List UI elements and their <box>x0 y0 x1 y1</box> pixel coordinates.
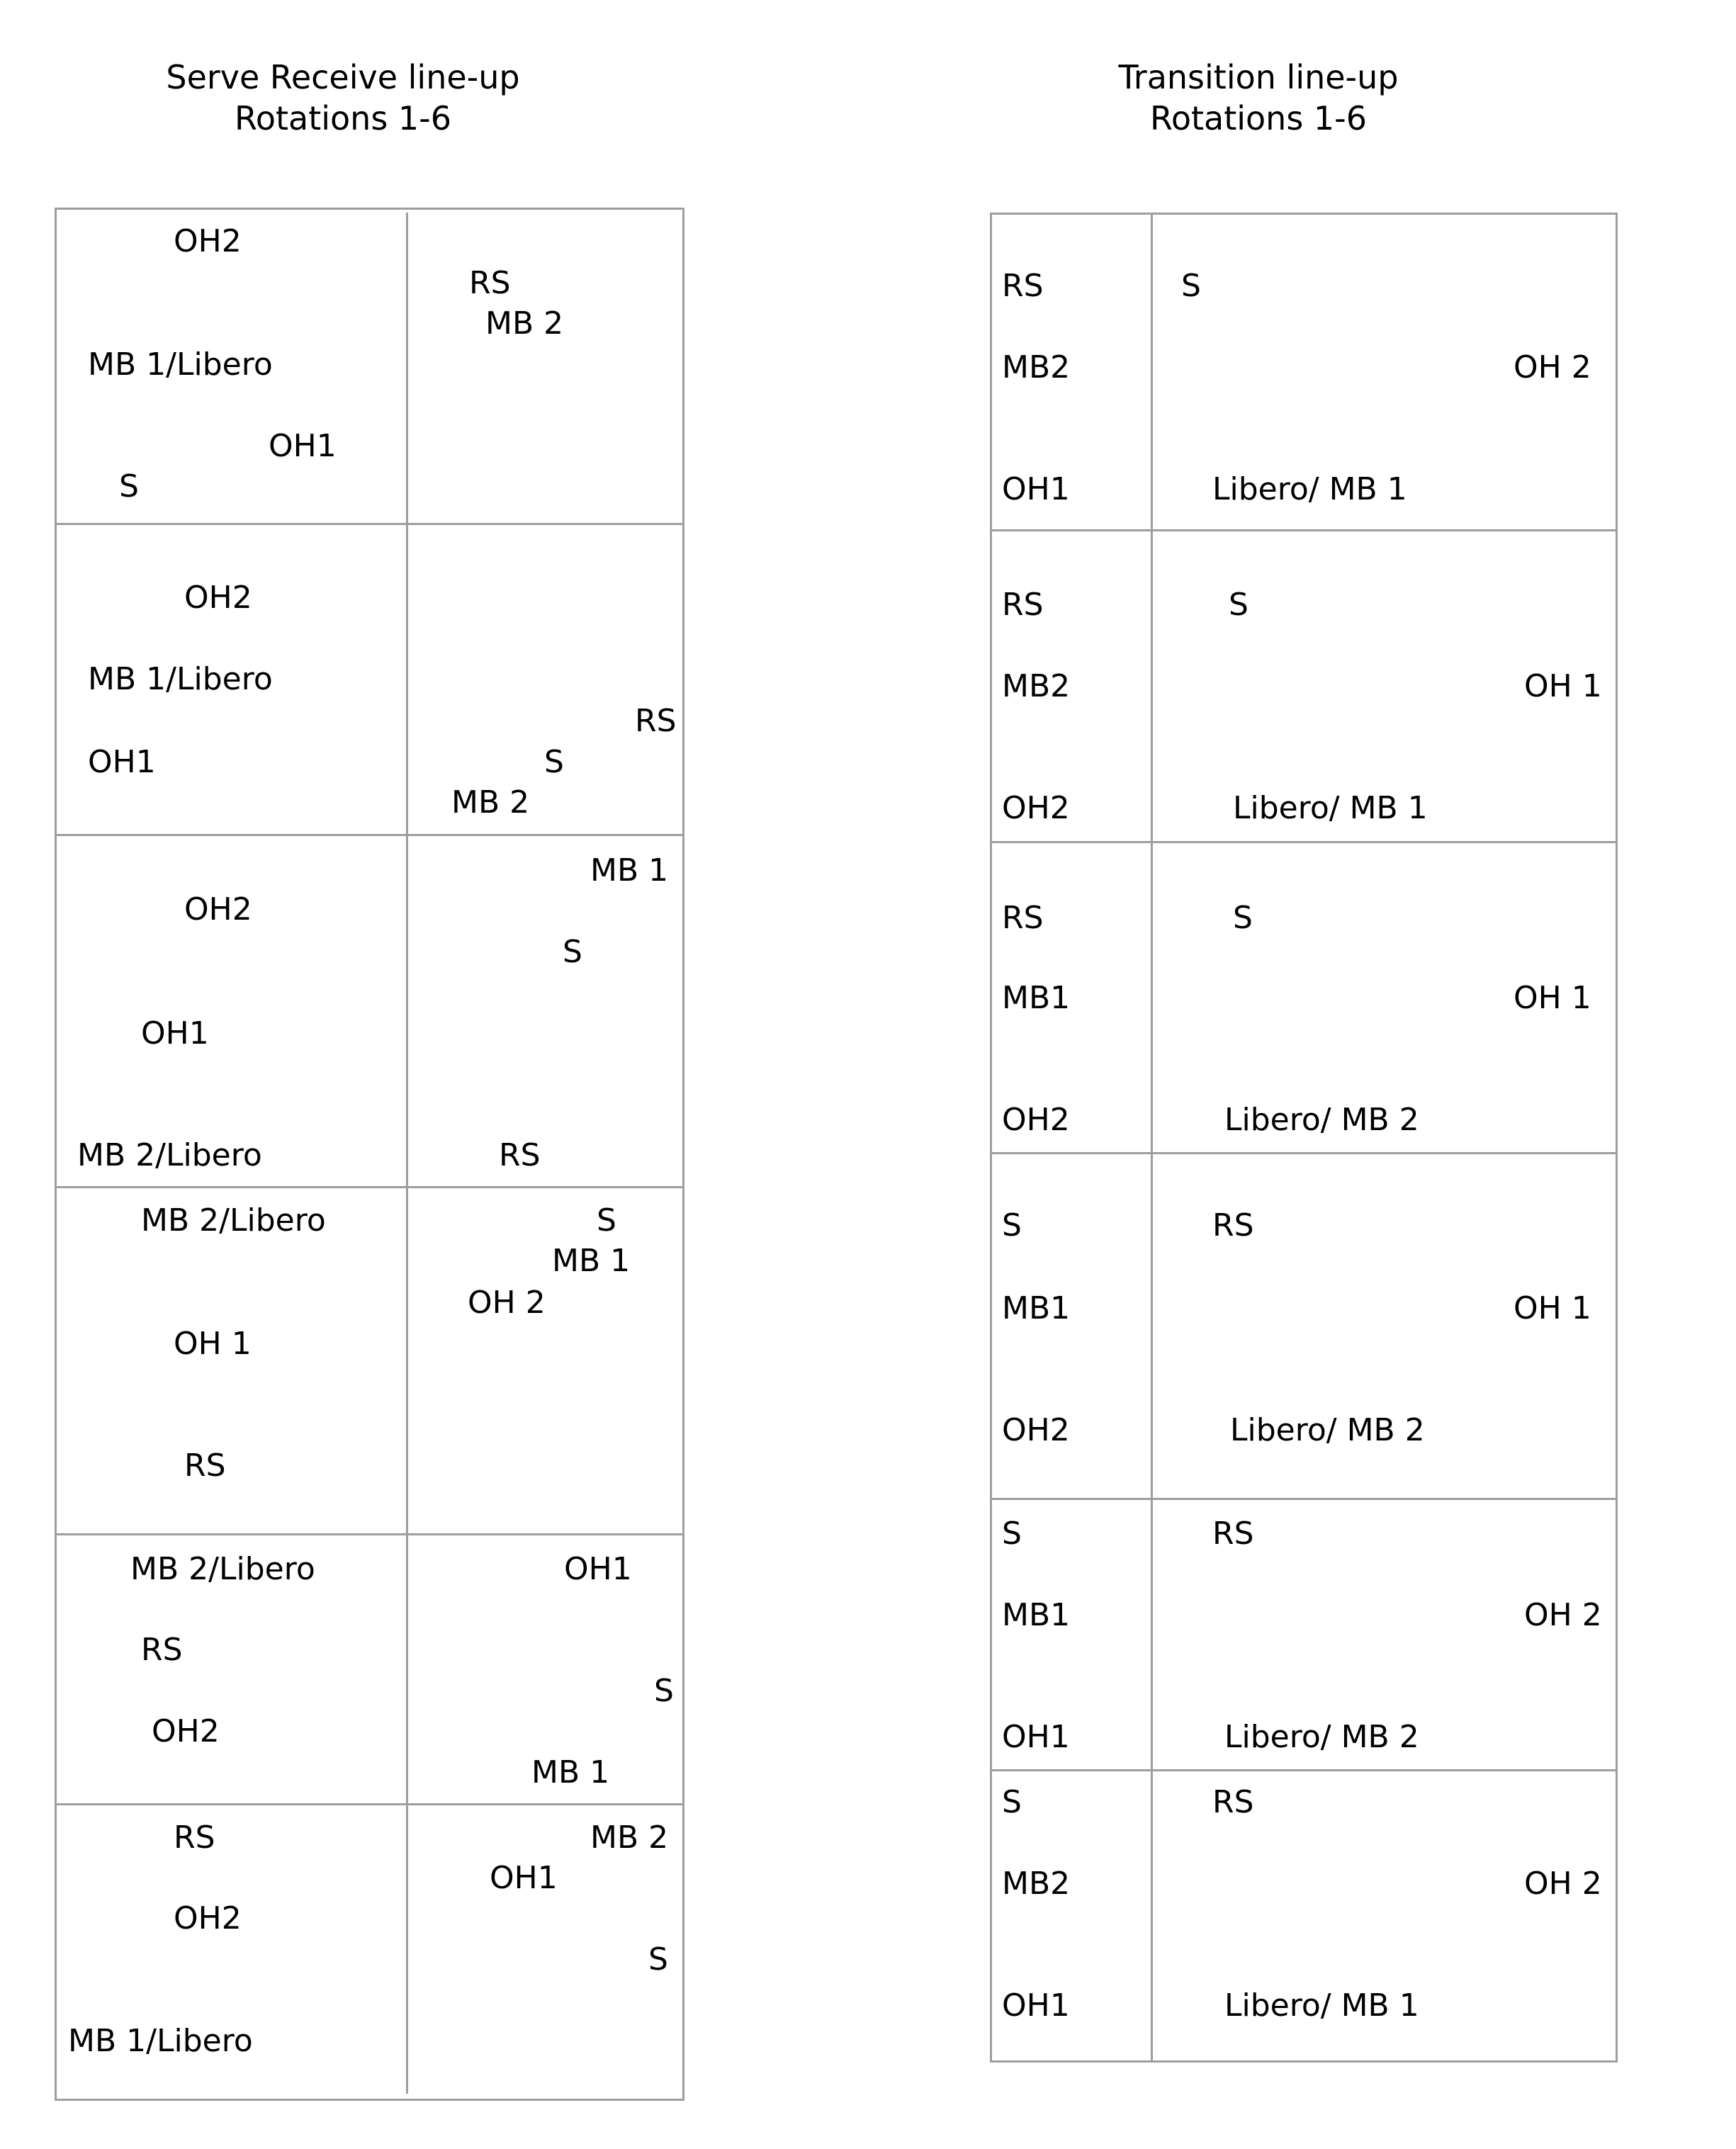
player-position-label: OH1 <box>88 744 156 780</box>
player-position-label: OH1 <box>1002 471 1070 507</box>
rotation-divider <box>55 834 684 836</box>
player-position-label: S <box>1181 268 1201 304</box>
player-position-label: Libero/ MB 2 <box>1224 1102 1419 1138</box>
player-position-label: OH 1 <box>1514 1290 1591 1326</box>
player-position-label: OH2 <box>1002 790 1070 826</box>
player-position-label: OH 2 <box>1524 1597 1602 1633</box>
serve-receive-subheading: Rotations 1-6 <box>234 99 452 137</box>
player-position-label: MB 2 <box>485 305 564 342</box>
transition-heading: Transition line-up <box>1118 58 1399 96</box>
player-position-label: Libero/ MB 1 <box>1212 471 1407 507</box>
player-position-label: MB 2 <box>451 784 530 820</box>
rotation-divider <box>55 1186 684 1188</box>
rotation-divider <box>55 1803 684 1805</box>
player-position-label: Libero/ MB 1 <box>1233 790 1428 826</box>
player-position-label: S <box>1233 900 1253 936</box>
player-position-label: OH 2 <box>468 1285 546 1321</box>
player-position-label: S <box>563 934 582 970</box>
player-position-label: OH1 <box>490 1860 558 1896</box>
player-position-label: MB 2/Libero <box>141 1202 326 1239</box>
player-position-label: RS <box>1002 900 1044 936</box>
player-position-label: OH1 <box>141 1015 209 1051</box>
player-position-label: OH1 <box>564 1551 632 1587</box>
player-position-label: MB 1/Libero <box>68 2023 253 2059</box>
player-position-label: MB 1/Libero <box>88 661 273 697</box>
player-position-label: S <box>648 1941 668 1978</box>
player-position-label: RS <box>635 703 677 739</box>
player-position-label: MB 2/Libero <box>130 1551 315 1587</box>
rotation-divider <box>55 523 684 525</box>
player-position-label: S <box>544 744 564 780</box>
player-position-label: OH 1 <box>174 1326 252 1362</box>
player-position-label: MB 2 <box>590 1820 669 1856</box>
player-position-label: MB 2/Libero <box>77 1137 262 1173</box>
rotation-divider <box>990 1152 1618 1154</box>
rotation-divider <box>990 1769 1618 1771</box>
player-position-label: RS <box>174 1820 215 1856</box>
player-position-label: RS <box>469 265 511 301</box>
serve-receive-title <box>24 57 662 139</box>
player-position-label: OH 2 <box>1514 349 1591 385</box>
player-position-label: OH1 <box>1002 1987 1070 2024</box>
player-position-label: OH 1 <box>1524 668 1602 704</box>
player-position-label: MB 1/Libero <box>88 346 273 383</box>
player-position-label: S <box>1002 1784 1022 1820</box>
player-position-label: Libero/ MB 2 <box>1224 1719 1419 1755</box>
player-position-label: OH2 <box>152 1713 220 1749</box>
player-position-label: S <box>597 1202 616 1239</box>
player-position-label: RS <box>499 1137 541 1173</box>
player-position-label: S <box>1002 1207 1022 1243</box>
player-position-label: MB2 <box>1002 668 1071 704</box>
player-position-label: MB2 <box>1002 349 1071 385</box>
player-position-label: MB 1 <box>590 852 669 889</box>
player-position-label: RS <box>141 1632 183 1668</box>
rotation-divider <box>990 529 1618 531</box>
player-position-label: OH1 <box>269 428 337 464</box>
transition-net-divider <box>1151 213 1153 2061</box>
player-position-label: MB1 <box>1002 1597 1071 1633</box>
rotation-divider <box>55 1533 684 1535</box>
player-position-label: MB1 <box>1002 1290 1071 1326</box>
player-position-label: RS <box>1212 1784 1254 1820</box>
player-position-label: OH2 <box>174 223 242 259</box>
player-position-label: OH 1 <box>1514 980 1591 1016</box>
player-position-label: MB1 <box>1002 980 1071 1016</box>
player-position-label: OH2 <box>174 1900 242 1936</box>
player-position-label: S <box>119 468 139 504</box>
player-position-label: S <box>1229 587 1249 623</box>
player-position-label: RS <box>1002 268 1044 304</box>
player-position-label: RS <box>1212 1516 1254 1552</box>
player-position-label: S <box>654 1673 674 1709</box>
transition-title <box>940 57 1577 139</box>
player-position-label: OH2 <box>1002 1412 1070 1448</box>
rotation-divider <box>990 1498 1618 1500</box>
transition-subheading: Rotations 1-6 <box>1149 99 1368 137</box>
player-position-label: MB 1 <box>531 1754 610 1790</box>
player-position-label: Libero/ MB 2 <box>1230 1412 1425 1448</box>
serve-receive-net-divider <box>406 213 408 2094</box>
player-position-label: RS <box>184 1448 226 1484</box>
player-position-label: RS <box>1002 587 1044 623</box>
player-position-label: OH1 <box>1002 1719 1070 1755</box>
rotation-divider <box>990 841 1618 843</box>
serve-receive-heading: Serve Receive line-up <box>166 58 520 96</box>
player-position-label: OH2 <box>184 580 252 616</box>
player-position-label: RS <box>1212 1207 1254 1243</box>
player-position-label: OH 2 <box>1524 1866 1602 1902</box>
player-position-label: MB 1 <box>552 1243 631 1279</box>
player-position-label: MB2 <box>1002 1866 1071 1902</box>
player-position-label: OH2 <box>1002 1102 1070 1138</box>
player-position-label: S <box>1002 1516 1022 1552</box>
player-position-label: Libero/ MB 1 <box>1224 1987 1419 2024</box>
player-position-label: OH2 <box>184 891 252 927</box>
